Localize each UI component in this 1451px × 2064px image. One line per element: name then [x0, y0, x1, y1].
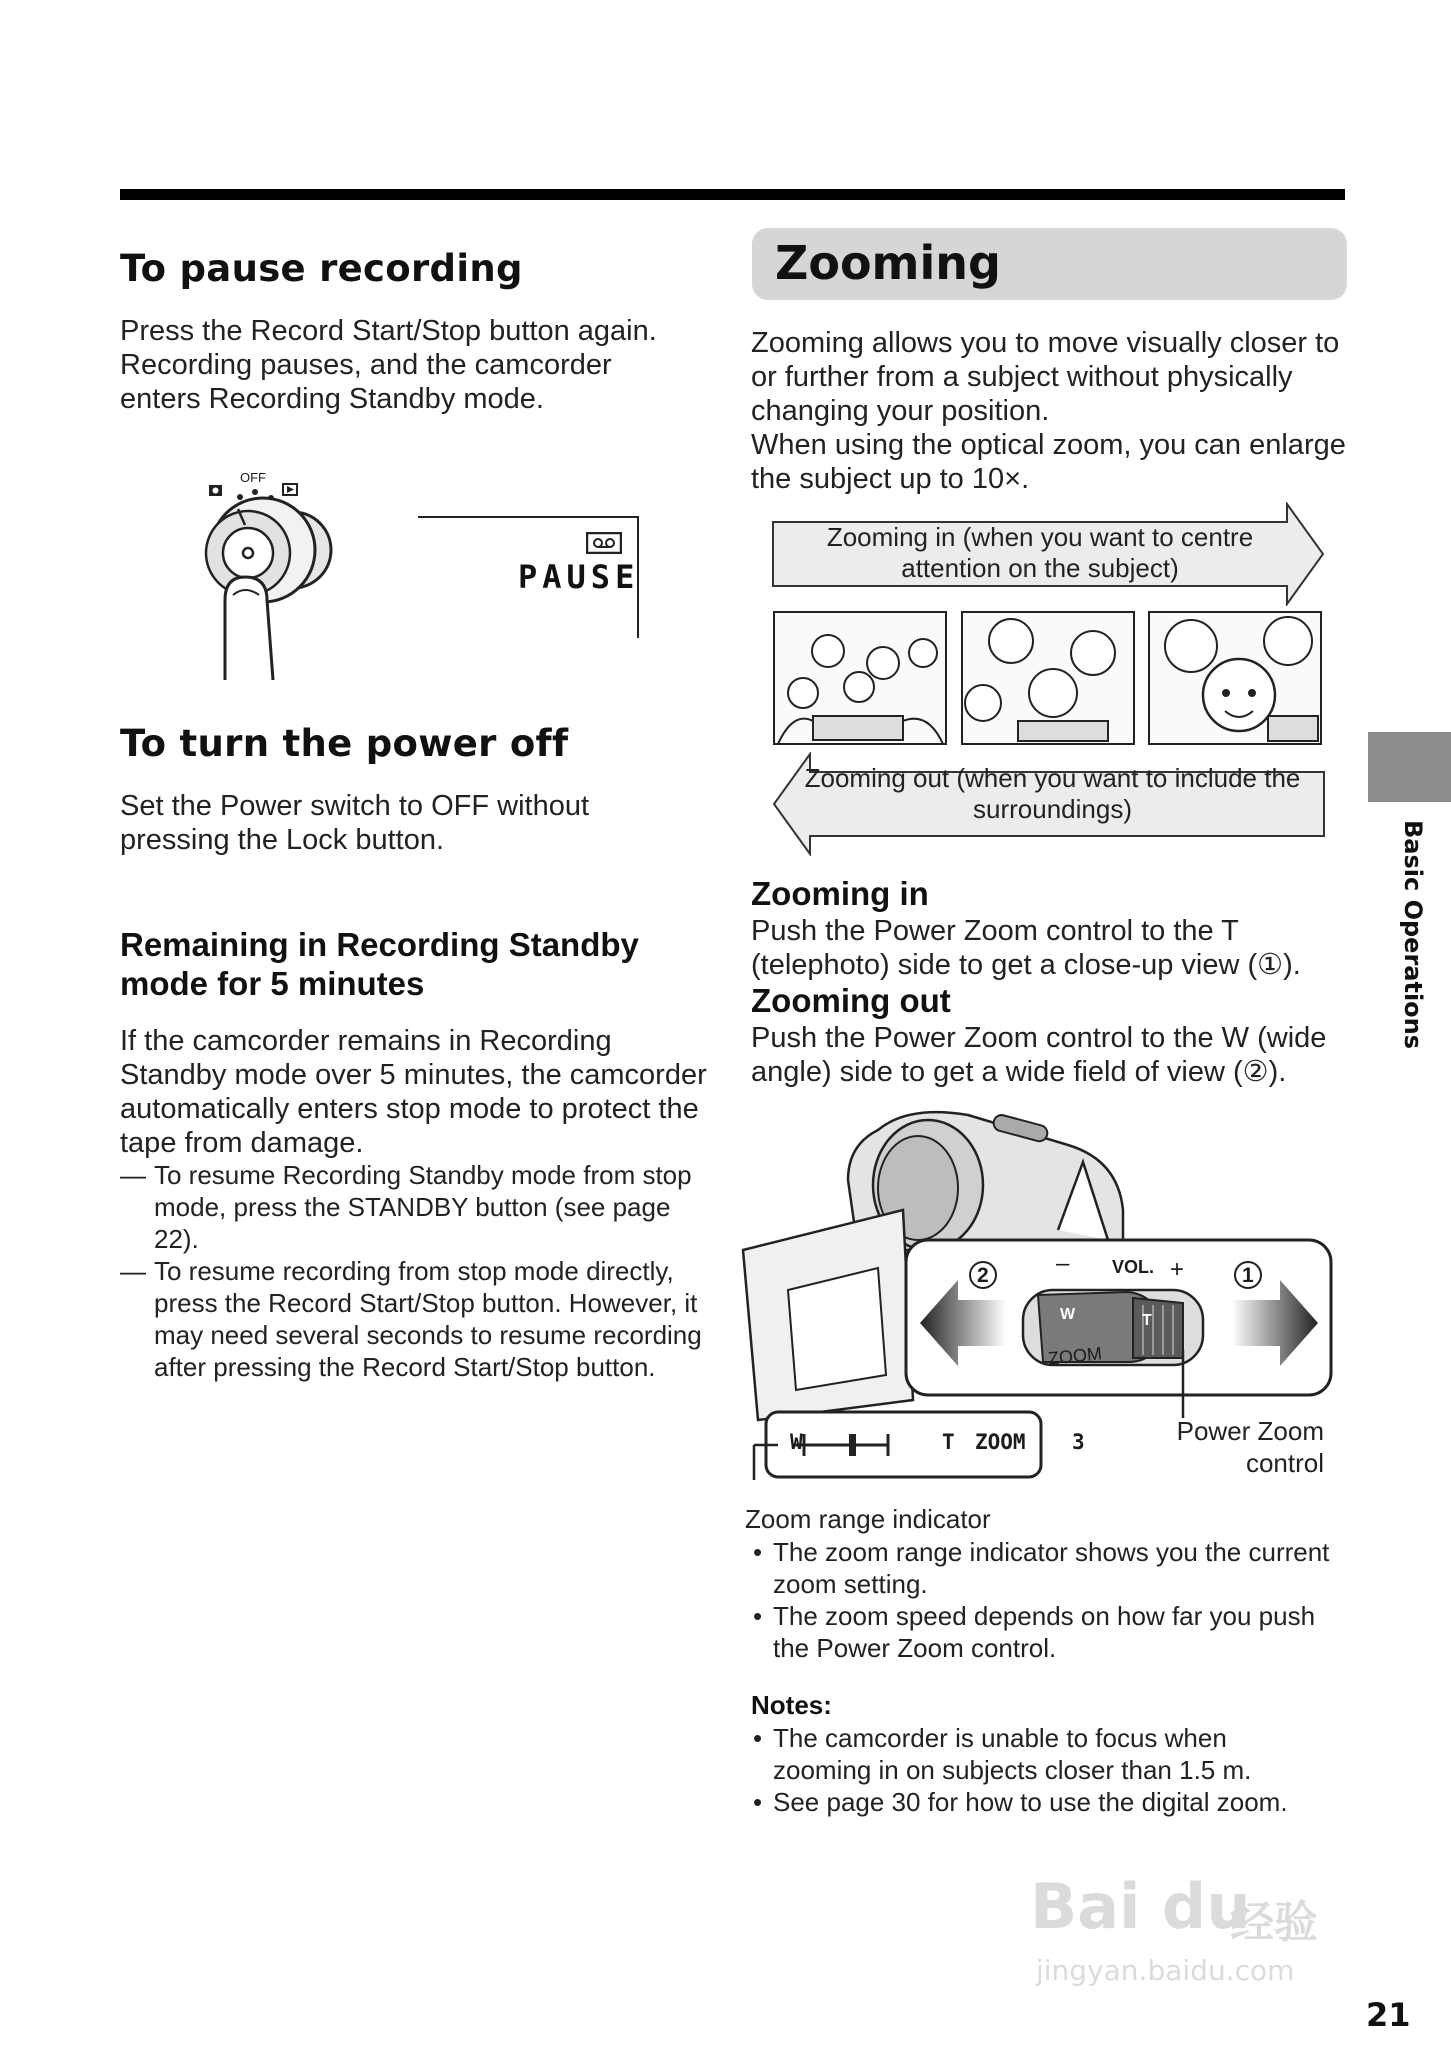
lcd-pause-text: PAUSE	[518, 558, 640, 596]
zooming-in-title: Zooming in	[751, 875, 929, 912]
power-dial-illustration	[195, 465, 345, 690]
notes-list	[751, 1722, 1331, 1818]
section-side-label-text: Basic Operations	[1399, 820, 1427, 1050]
notes-title: Notes:	[751, 1690, 832, 1720]
zoom-frame-wide	[774, 612, 946, 744]
circle-2-label: 2	[977, 1264, 989, 1287]
dash-item-text: To resume recording from stop mode directly, press the Record Start/Stop button. However, it may need several seconds to resume recording after pressing the Record Start/Stop button.	[154, 1256, 702, 1382]
vol-minus-label: –	[1056, 1250, 1070, 1277]
pause-recording-body: Press the Record Start/Stop button again. Recording pauses, and the camcorder enters Recording Standby mode.	[120, 315, 657, 415]
section-tab	[1368, 732, 1451, 802]
standby-body: If the camcorder remains in Recording Standby mode over 5 minutes, the camcorder automatically enters stop mode to protect the tape from damage.	[120, 1025, 707, 1159]
zoom-frame-close	[1149, 612, 1321, 744]
lcd-frame-top	[418, 516, 639, 518]
zoom-range-indicator-label: Zoom range indicator	[745, 1504, 991, 1534]
power-off-body: Set the Power switch to OFF without pressing the Lock button.	[120, 790, 590, 856]
lcd-t-label: T	[942, 1430, 955, 1454]
page-number: 21	[1366, 1996, 1411, 2034]
pause-recording-title: To pause recording	[120, 247, 523, 290]
note-item: • See page 30 for how to use the digital zoom.	[753, 1787, 1288, 1817]
zoom-in-arrow-label: Zooming in (when you want to centre attention on the subject)	[826, 522, 1254, 583]
dash-item: — To resume recording from stop mode directly, press the Record Start/Stop button. However, it may need several seconds to resume recording after pressing the Record Start/Stop button.	[120, 1256, 702, 1382]
section-side-label	[1398, 820, 1428, 1050]
power-zoom-control-label	[1167, 1415, 1324, 1479]
bullet-item: • The zoom range indicator shows you the current zoom setting.	[753, 1537, 1330, 1599]
power-zoom-line2: control	[1245, 1448, 1324, 1478]
zooming-title: Zooming	[775, 236, 1001, 290]
note-item: • The camcorder is unable to focus when zooming in on subjects closer than 1.5 m.	[753, 1723, 1252, 1785]
circle-1-label: 1	[1242, 1264, 1254, 1287]
zooming-intro: Zooming allows you to move visually closer to or further from a subject without physically changing your position.	[751, 327, 1340, 427]
bullet-text: The zoom range indicator shows you the current zoom setting.	[773, 1537, 1330, 1599]
zooming-in-body: Push the Power Zoom control to the T (telephoto) side to get a close-up view (①).	[751, 915, 1301, 981]
vol-label: VOL.	[1112, 1257, 1155, 1277]
zoom-bullet-list	[751, 1536, 1331, 1664]
zoom-out-arrow-label: Zooming out (when you want to include the surroundings)	[804, 763, 1301, 824]
baidu-watermark	[1030, 1850, 1360, 1990]
dash-item: — To resume Recording Standby mode from stop mode, press the STANDBY button (see page 22).	[120, 1160, 692, 1254]
note-text: See page 30 for how to use the digital zoom.	[773, 1787, 1288, 1817]
header-rule	[120, 189, 1345, 200]
zooming-out-body: Push the Power Zoom control to the W (wide angle) side to get a wide field of view (②).	[751, 1022, 1327, 1088]
watermark-brand: Bai du	[1030, 1870, 1251, 1943]
note-text: The camcorder is unable to focus when zooming in on subjects closer than 1.5 m.	[773, 1723, 1252, 1785]
lever-zoom-label: ZOOM	[1047, 1343, 1103, 1369]
power-zoom-line1: Power Zoom	[1176, 1416, 1324, 1446]
zoom-sequence-illustrations	[773, 611, 1323, 745]
zooming-intro-2: When using the optical zoom, you can enlarge the subject up to 10×.	[751, 429, 1346, 495]
power-off-title: To turn the power off	[120, 722, 569, 765]
standby-dash-list	[120, 1159, 715, 1383]
dash-item-text: To resume Recording Standby mode from stop mode, press the STANDBY button (see page 22).	[154, 1160, 692, 1254]
bullet-item: • The zoom speed depends on how far you push the Power Zoom control.	[753, 1601, 1316, 1663]
bullet-text: The zoom speed depends on how far you push the Power Zoom control.	[773, 1601, 1316, 1663]
zoom-frame-medium	[962, 612, 1134, 744]
cassette-icon	[586, 532, 622, 554]
vol-plus-label: +	[1170, 1256, 1185, 1283]
dial-off-label: OFF	[240, 470, 266, 485]
lever-w-label: W	[1060, 1306, 1076, 1323]
zooming-out-title: Zooming out	[751, 982, 951, 1019]
watermark-url: jingyan.baidu.com	[1036, 1954, 1295, 1987]
lcd-zoom-number: 3	[1072, 1430, 1085, 1454]
watermark-cn: 经验	[1230, 1897, 1318, 1948]
standby-title-line2: mode for 5 minutes	[120, 965, 425, 1002]
lcd-w-label: W	[790, 1430, 803, 1454]
standby-title-line1: Remaining in Recording Standby	[120, 926, 639, 963]
lcd-zoom-label: ZOOM	[975, 1430, 1026, 1454]
lever-t-label: T	[1142, 1312, 1152, 1329]
